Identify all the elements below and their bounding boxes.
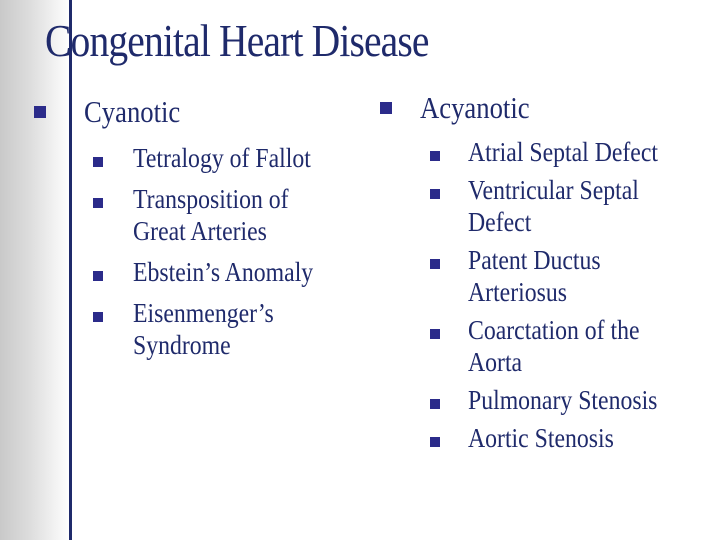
list-item [468, 244, 710, 308]
acyanotic-heading: Acyanotic [420, 90, 530, 125]
list-item [133, 297, 354, 361]
list-item [468, 422, 710, 454]
list-item-text: Ebstein’s Anomaly [133, 257, 314, 287]
square-bullet-icon [93, 312, 103, 322]
list-item [468, 384, 710, 416]
list-item [468, 136, 710, 168]
list-item-text: Patent Ductus Arteriosus [468, 245, 601, 307]
list-item-text: Aortic Stenosis [468, 423, 614, 453]
square-bullet-icon [430, 259, 440, 269]
list-item-text: Ventricular Septal Defect [468, 175, 639, 237]
cyanotic-heading-row [34, 90, 354, 134]
list-item-text: Tetralogy of Fallot [133, 143, 311, 173]
list-item-text: Pulmonary Stenosis [468, 385, 658, 415]
list-item [468, 314, 710, 378]
cyanotic-heading: Cyanotic [84, 94, 181, 129]
square-bullet-icon [430, 437, 440, 447]
acyanotic-list [468, 136, 710, 454]
list-item-text: Atrial Septal Defect [468, 137, 659, 167]
list-item [133, 183, 354, 247]
square-bullet-icon [34, 106, 46, 118]
list-item [133, 142, 354, 174]
square-bullet-icon [93, 157, 103, 167]
square-bullet-icon [93, 271, 103, 281]
square-bullet-icon [380, 102, 392, 114]
square-bullet-icon [430, 189, 440, 199]
list-item-text: Transposition of Great Arteries [133, 184, 289, 246]
acyanotic-heading-row [380, 86, 710, 130]
cyanotic-column [34, 90, 354, 370]
list-item-text: Coarctation of the Aorta [468, 315, 640, 377]
list-item [133, 256, 354, 288]
cyanotic-list [133, 142, 354, 361]
square-bullet-icon [430, 329, 440, 339]
slide-title: Congenital Heart Disease [45, 15, 429, 66]
list-item [468, 174, 710, 238]
list-item-text: Eisenmenger’s Syndrome [133, 298, 274, 360]
square-bullet-icon [430, 399, 440, 409]
square-bullet-icon [430, 151, 440, 161]
acyanotic-column [380, 86, 710, 460]
square-bullet-icon [93, 198, 103, 208]
